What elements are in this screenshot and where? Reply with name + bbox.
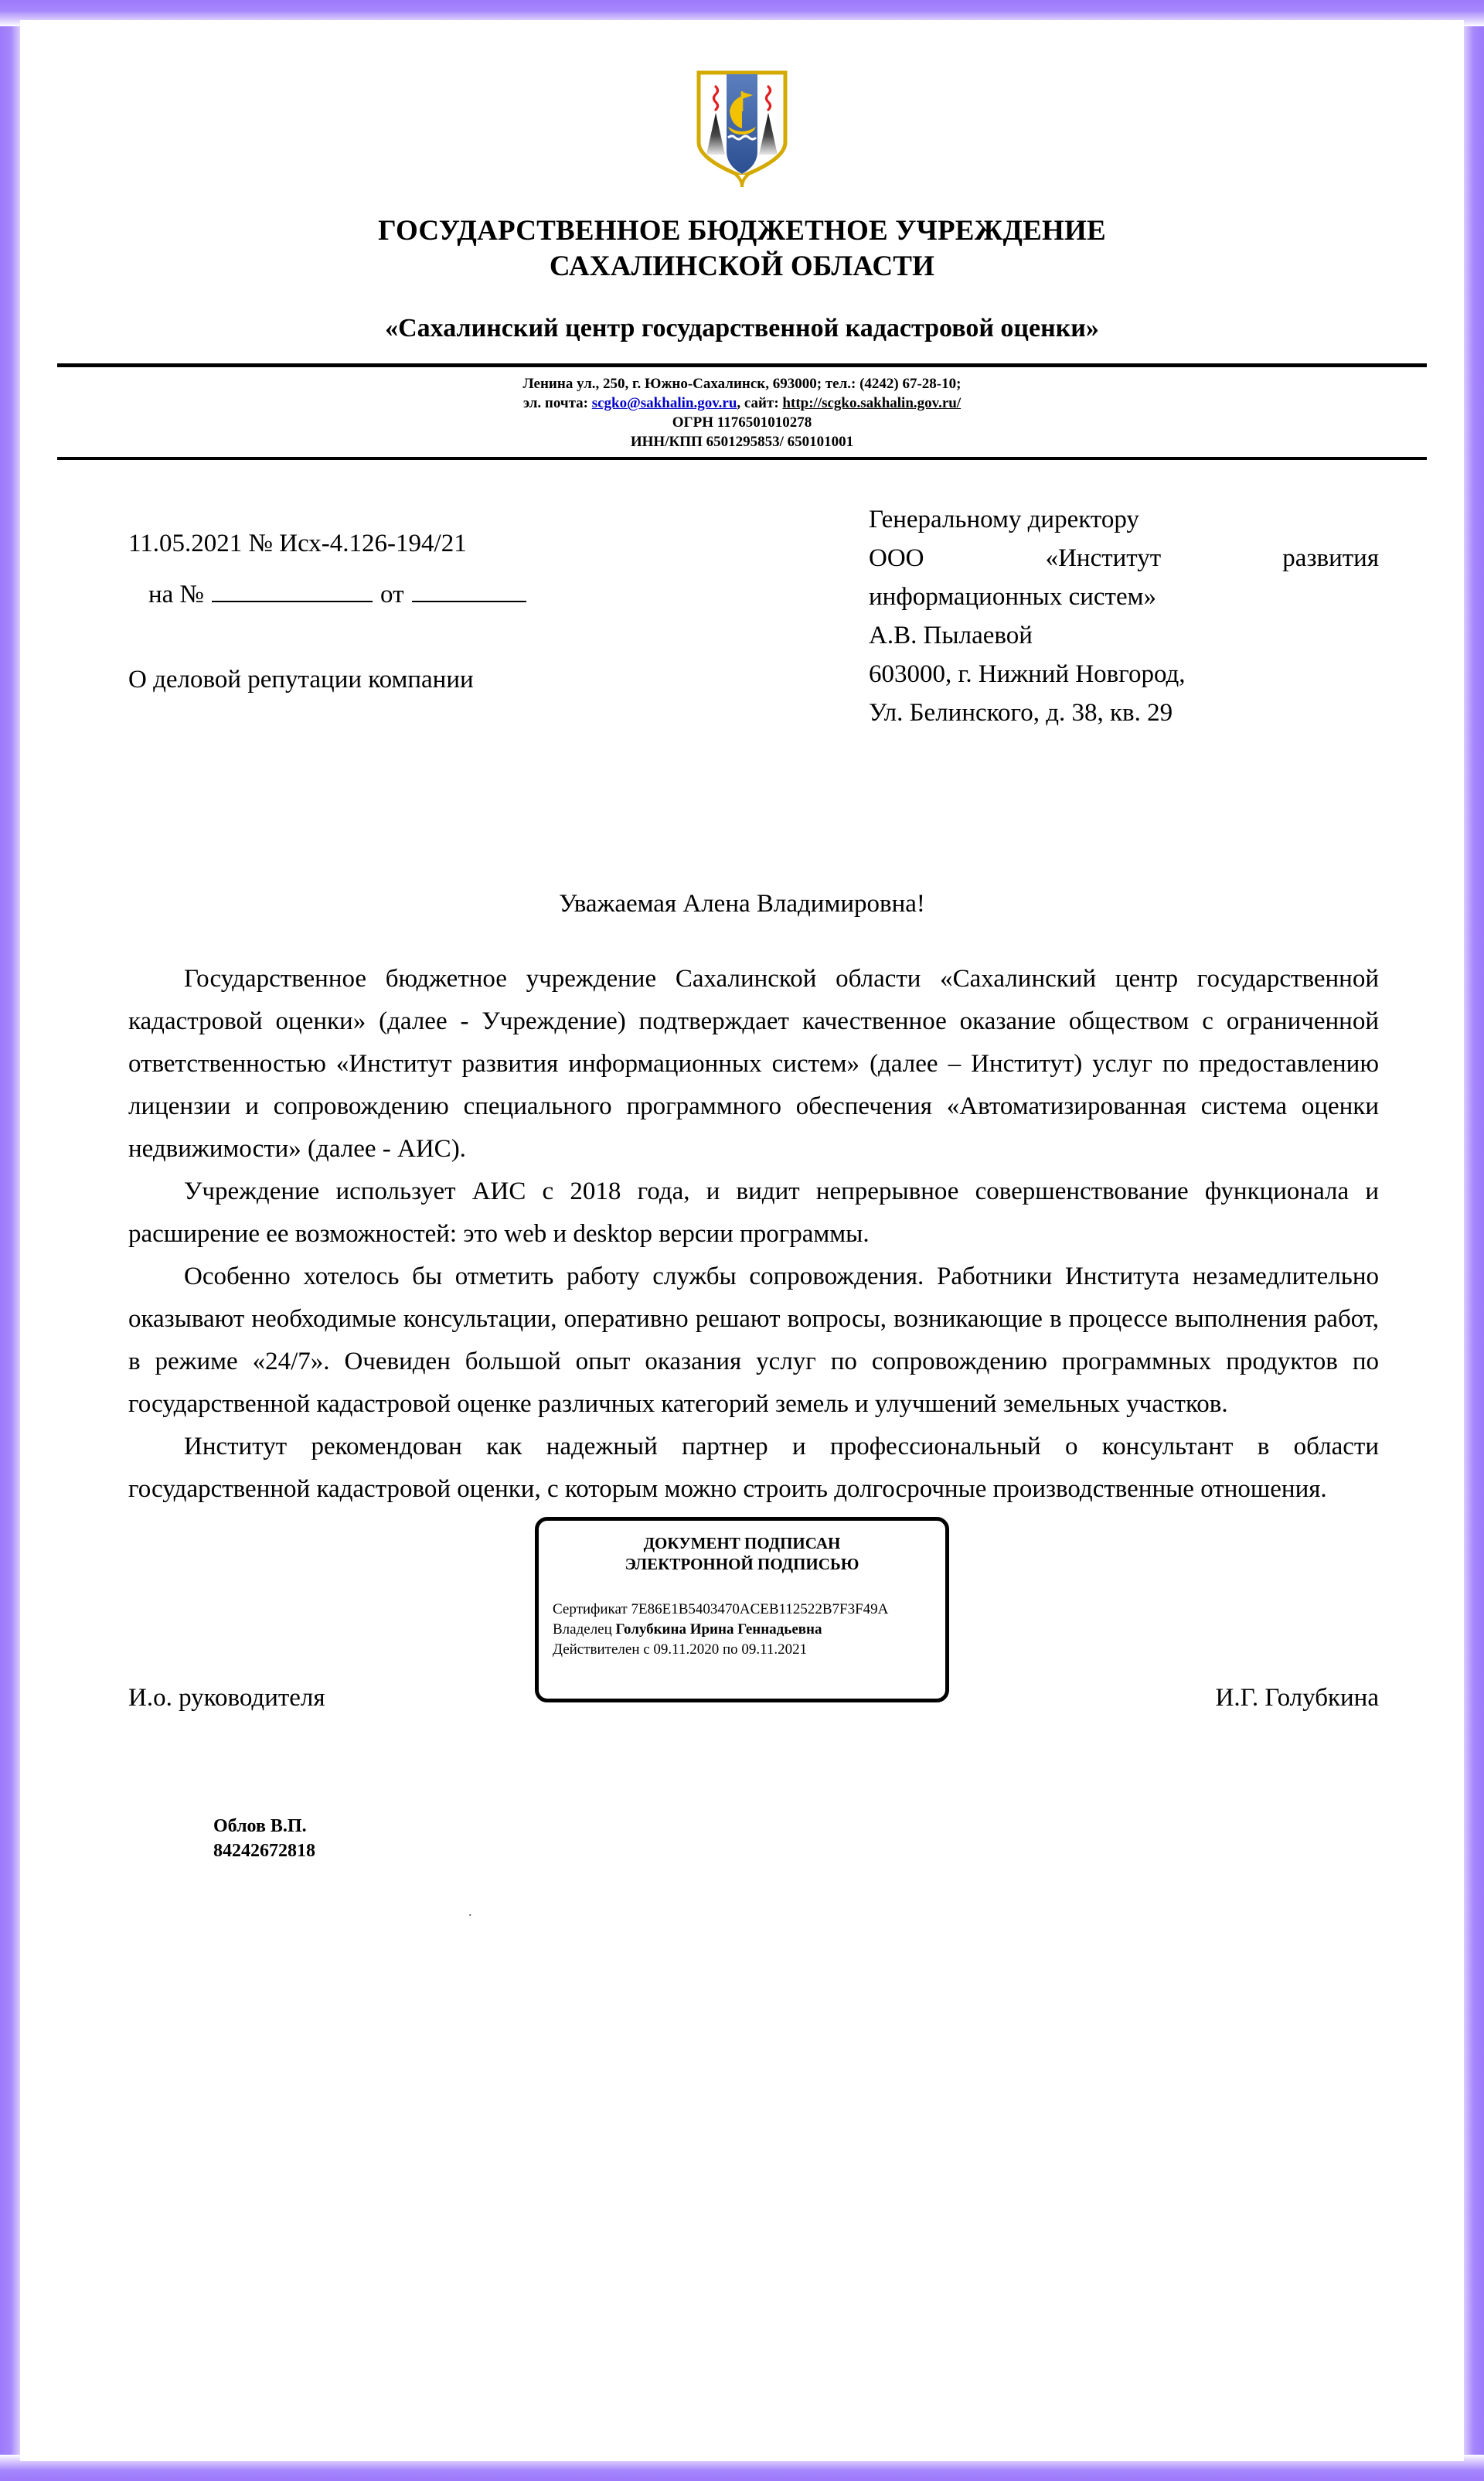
contact-block (20, 367, 1464, 457)
signatory-title: И.о. руководителя (128, 1684, 325, 1712)
addressee-line-6: Ул. Белинского, д. 38, кв. 29 (869, 699, 1173, 727)
addressee-line-1: Генеральному директору (869, 506, 1139, 533)
addressee-line-4: А.В. Пылаевой (869, 622, 1033, 649)
website-link[interactable]: http://scgko.sakhalin.gov.ru/ (782, 395, 962, 411)
electronic-signature-stamp (535, 1517, 949, 1702)
addressee-block (869, 500, 1379, 732)
organization-name-line1: ГОСУДАРСТВЕННОЕ БЮДЖЕТНОЕ УЧРЕЖДЕНИЕ (378, 215, 1106, 247)
document-date-number: 11.05.2021 № Исх-4.126-194/21 (128, 530, 467, 557)
coat-of-arms-icon (693, 68, 791, 192)
estamp-title-line1: ДОКУМЕНТ ПОДПИСАН (643, 1534, 841, 1552)
reply-date-blank[interactable] (412, 585, 526, 602)
body-paragraph: Государственное бюджетное учреждение Сахалинской области «Сахалинский центр государственной кадастровой оценки» (далее - Учреждение) подтверждает качественное оказание обществом с ограниченной ответственностью «Институт развития информационных систем» (далее – Институт) услуг по предоставлению лицензии и сопровождению специального программного обеспечения «Автоматизированная система оценки недвижимости» (далее - АИС). (128, 965, 1379, 1163)
reply-from-label: от (380, 581, 404, 608)
estamp-details (553, 1600, 931, 1660)
email-label: эл. почта: (522, 395, 592, 411)
page-end-marker: . (468, 1903, 472, 1919)
salutation: Уважаемая Алена Владимировна! (559, 890, 925, 918)
executor-phone: 84242672818 (213, 1841, 315, 1861)
estamp-certificate-value: 7E86E1B5403470ACEB112522B7F3F49A (631, 1601, 889, 1617)
reply-reference-line (128, 578, 638, 612)
estamp-title-line2: ЭЛЕКТРОННОЙ ПОДПИСЬЮ (625, 1555, 859, 1573)
estamp-owner-label: Владелец (553, 1621, 612, 1638)
estamp-certificate-row (553, 1600, 931, 1620)
document-subject: О деловой репутации компании (128, 666, 474, 694)
body-paragraph: Учреждение использует АИС с 2018 года, и видит непрерывное совершенствование функционала и расширение ее возможностей: это web и desktop версии программы. (128, 1177, 1379, 1248)
estamp-certificate-label: Сертификат (553, 1601, 628, 1617)
signature-row (20, 1534, 1464, 1743)
contact-address-line: Ленина ул., 250, г. Южно-Сахалинск, 693000; тел.: (4242) 67-28-10; (522, 376, 962, 392)
ogrn-line: ОГРН 1176501010278 (672, 414, 812, 431)
letterhead-rule-bottom (57, 457, 1427, 460)
addressee-line-3: информационных систем» (869, 583, 1156, 611)
estamp-owner-row (553, 1620, 931, 1640)
reference-block (128, 500, 638, 732)
body-paragraph: Особенно хотелось бы отметить работу службы сопровождения. Работники Института незамедлительно оказывают необходимые консультации, оперативно решают вопросы, возникающие в процессе выполнения работ, в режиме «24/7». Очевиден большой опыт оказания услуг по сопровождению программных продуктов по государственной кадастровой оценке различных категорий земель и улучшений земельных участков. (128, 1263, 1379, 1418)
email-link[interactable]: scgko@sakhalin.gov.ru (591, 395, 737, 411)
letterhead (20, 213, 1464, 345)
reply-ref-blank[interactable] (212, 585, 373, 602)
emblem-container (20, 20, 1464, 192)
organization-name-line2: САХАЛИНСКОЙ ОБЛАСТИ (549, 250, 935, 282)
letter-body (20, 958, 1464, 1511)
estamp-owner-value: Голубкина Ирина Геннадьевна (615, 1621, 822, 1638)
executor-name: Облов В.П. (213, 1816, 307, 1836)
document-sheet (20, 20, 1464, 2461)
contact-email-line (20, 394, 1464, 413)
estamp-validity-row: Действителен с 09.11.2020 по 09.11.2021 (553, 1641, 808, 1658)
organization-subtitle: «Сахалинский центр государственной кадастровой оценки» (385, 314, 1099, 343)
inn-kpp-line: ИНН/КПП 6501295853/ 650101001 (630, 434, 854, 450)
meta-block (20, 500, 1464, 732)
addressee-line-5: 603000, г. Нижний Новгород, (869, 660, 1186, 688)
reply-ref-label: на № (148, 581, 205, 608)
executor-block (20, 1814, 1464, 1863)
body-paragraph: Институт рекомендован как надежный партнер и профессиональный о консультант в области государственной кадастровой оценки, с которым можно строить долгосрочные производственные отношения. (128, 1433, 1379, 1503)
site-label: , сайт: (737, 395, 783, 411)
addressee-line-2: ООО «Институт развития (869, 544, 1379, 572)
signatory-name: И.Г. Голубкина (1215, 1684, 1379, 1712)
